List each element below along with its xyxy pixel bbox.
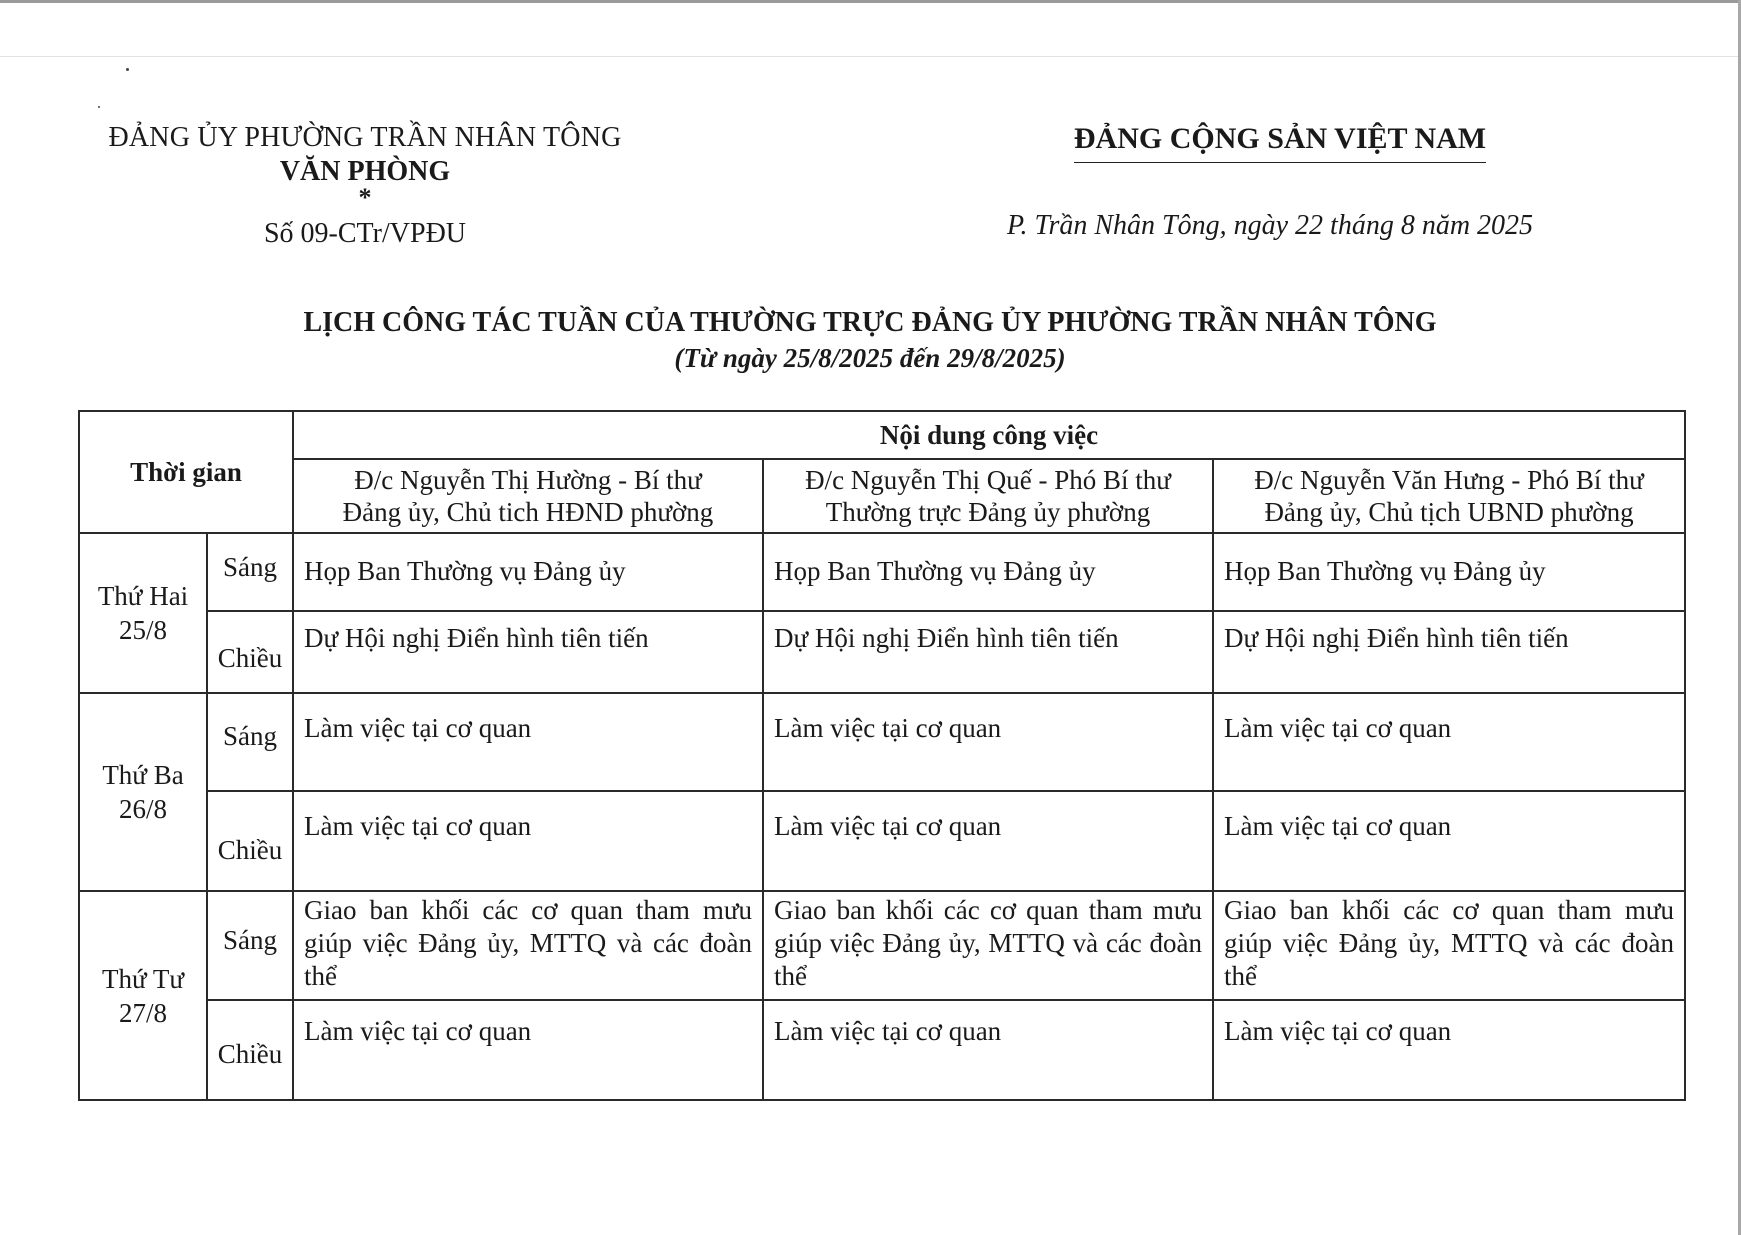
task-cell: Làm việc tại cơ quan — [293, 791, 763, 891]
person-role-line: Đảng ủy, Chủ tịch UBND phường — [1264, 497, 1634, 527]
person-header — [293, 459, 763, 533]
task-cell: Giao ban khối các cơ quan tham mưu giúp việc Đảng ủy, MTTQ và các đoàn thể — [1213, 891, 1685, 1000]
task-cell: Làm việc tại cơ quan — [1213, 791, 1685, 891]
task-cell: Giao ban khối các cơ quan tham mưu giúp việc Đảng ủy, MTTQ và các đoàn thể — [293, 891, 763, 1000]
task-cell: Dự Hội nghị Điển hình tiên tiến — [1213, 611, 1685, 693]
time-header: Thời gian — [79, 411, 293, 533]
scan-edge-top — [0, 0, 1741, 3]
task-cell: Làm việc tại cơ quan — [763, 1000, 1213, 1100]
issuer-star: * — [358, 183, 372, 212]
day-date: 27/8 — [118, 997, 167, 1028]
task-cell: Dự Hội nghị Điển hình tiên tiến — [763, 611, 1213, 693]
day-date: 26/8 — [118, 794, 167, 824]
session-label: Sáng — [207, 533, 293, 611]
table-row — [79, 1000, 1685, 1100]
task-cell: Giao ban khối các cơ quan tham mưu giúp việc Đảng ủy, MTTQ và các đoàn thể — [763, 891, 1213, 1000]
task-cell: Họp Ban Thường vụ Đảng ủy — [293, 533, 763, 611]
task-cell: Làm việc tại cơ quan — [293, 693, 763, 791]
task-cell: Làm việc tại cơ quan — [1213, 1000, 1685, 1100]
scan-speck — [98, 106, 100, 108]
session-label: Sáng — [207, 891, 293, 1000]
day-date: 25/8 — [118, 615, 167, 645]
task-cell: Làm việc tại cơ quan — [1213, 693, 1685, 791]
document-number: Số 09-CTr/VPĐU — [263, 218, 467, 249]
table-row — [79, 791, 1685, 891]
day-cell — [79, 891, 207, 1100]
person-name-line: Đ/c Nguyễn Văn Hưng - Phó Bí thư — [1254, 465, 1644, 495]
person-name-line: Đ/c Nguyễn Thị Quế - Phó Bí thư — [805, 465, 1171, 495]
place-date: P. Trần Nhân Tông, ngày 22 tháng 8 năm 2025 — [1006, 210, 1534, 241]
task-cell: Họp Ban Thường vụ Đảng ủy — [1213, 533, 1685, 611]
schedule-table — [78, 410, 1686, 1101]
table-row — [79, 891, 1685, 1000]
session-label: Chiều — [207, 1000, 293, 1100]
day-name: Thứ Ba — [102, 760, 184, 790]
person-header — [763, 459, 1213, 533]
party-block — [1010, 122, 1550, 163]
table-row — [79, 533, 1685, 611]
person-role-line: Thường trực Đảng ủy phường — [825, 497, 1151, 527]
session-label: Chiều — [207, 611, 293, 693]
scan-speck — [126, 68, 129, 71]
issuer-block — [60, 122, 670, 250]
day-cell — [79, 533, 207, 693]
person-header-row — [79, 459, 1685, 533]
content-header: Nội dung công việc — [293, 411, 1685, 459]
session-label: Sáng — [207, 693, 293, 791]
document-title: LỊCH CÔNG TÁC TUẦN CỦA THƯỜNG TRỰC ĐẢNG ỦY PHƯỜNG TRẦN NHÂN TÔNG — [303, 307, 1437, 338]
document-subtitle: (Từ ngày 25/8/2025 đến 29/8/2025) — [674, 343, 1066, 373]
table-row — [79, 611, 1685, 693]
task-cell: Làm việc tại cơ quan — [293, 1000, 763, 1100]
session-label: Chiều — [207, 791, 293, 891]
table-row — [79, 693, 1685, 791]
party-name: ĐẢNG CỘNG SẢN VIỆT NAM — [1074, 122, 1486, 163]
task-cell: Làm việc tại cơ quan — [763, 693, 1213, 791]
person-name-line: Đ/c Nguyễn Thị Hường - Bí thư — [354, 465, 702, 495]
day-cell — [79, 693, 207, 891]
scan-edge-line — [0, 56, 1741, 57]
day-name: Thứ Hai — [97, 581, 189, 611]
table-header-row — [79, 411, 1685, 459]
task-cell: Họp Ban Thường vụ Đảng ủy — [763, 533, 1213, 611]
person-role-line: Đảng ủy, Chủ tich HĐND phường — [342, 497, 714, 527]
person-header — [1213, 459, 1685, 533]
task-cell: Dự Hội nghị Điển hình tiên tiến — [293, 611, 763, 693]
issuer-office: VĂN PHÒNG — [279, 156, 451, 187]
issuer-organization: ĐẢNG ỦY PHƯỜNG TRẦN NHÂN TÔNG — [108, 122, 622, 153]
task-cell: Làm việc tại cơ quan — [763, 791, 1213, 891]
day-name: Thứ Tư — [101, 963, 184, 994]
